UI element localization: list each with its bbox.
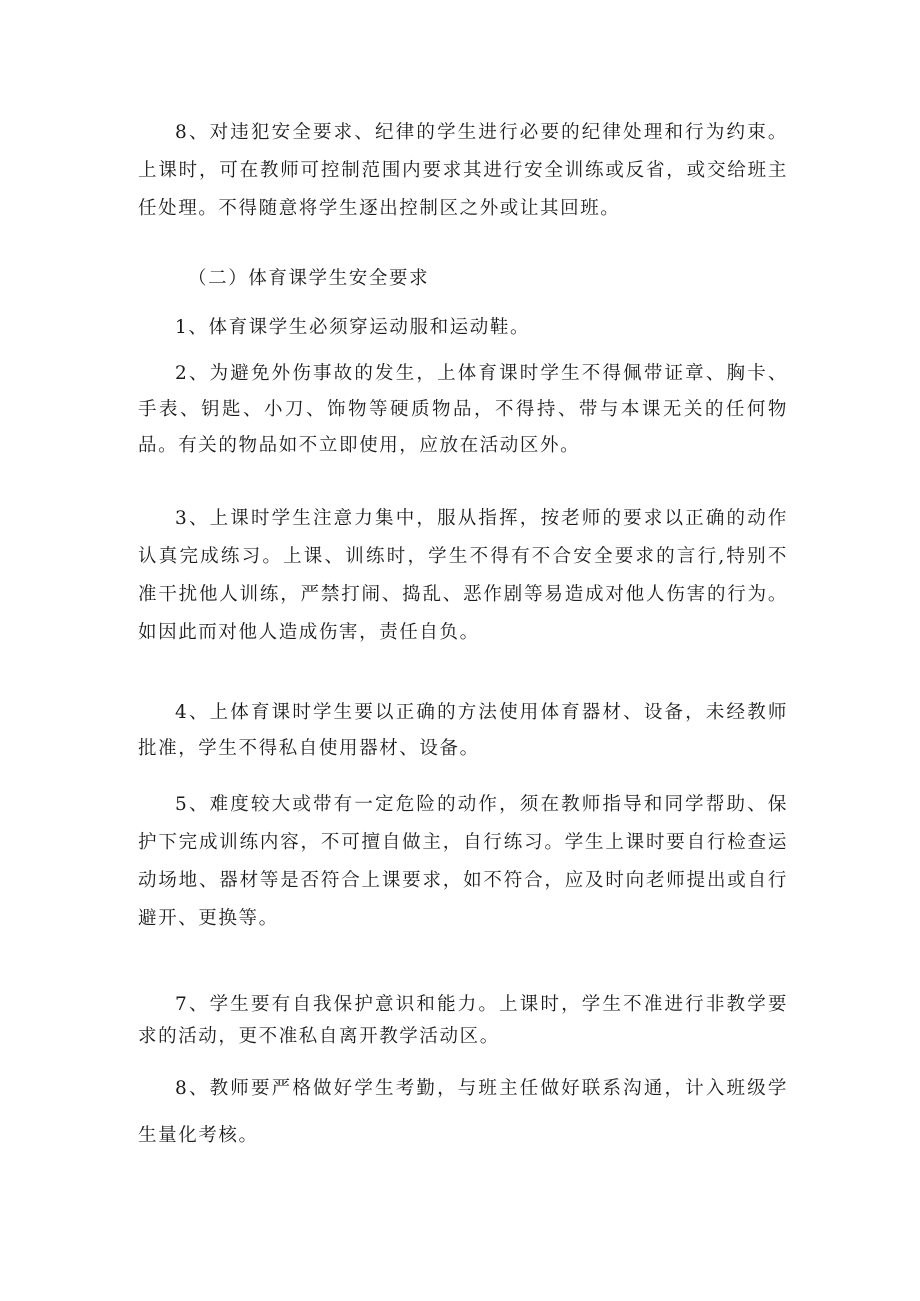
paragraph-rule-2: 2、为避免外伤事故的发生，上体育课时学生不得佩带证章、胸卡、手表、钥匙、小刀、饰物等硬质物品，不得持、带与本课无关的任何物品。有关的物品如不立即使用，应放在活动区外。: [138, 363, 788, 456]
paragraph-rule-7: 7、学生要有自我保护意识和能力。上课时，学生不准进行非教学要求的活动，更不准私自离开教学活动区。: [138, 994, 788, 1047]
paragraph-rule-5: 5、难度较大或带有一定危险的动作，须在教师指导和同学帮助、保护下完成训练内容，不可擅自做主，自行练习。学生上课时要自行检查运动场地、器材等是否符合上课要求，如不符合，应及时向老师提出或自行避开、更换等。: [138, 794, 788, 929]
paragraph-rule-3: 3、上课时学生注意力集中，服从指挥，按老师的要求以正确的动作认真完成练习。上课、训练时，学生不得有不合安全要求的言行,特别不准干扰他人训练，严禁打闹、捣乱、恶作剧等易造成对他人伤害的行为。如因此而对他人造成伤害，责任自负。: [138, 508, 788, 643]
section-heading-pe-safety: （二）体育课学生安全要求: [188, 268, 430, 289]
paragraph-discipline-handling: 8、对违犯安全要求、纪律的学生进行必要的纪律处理和行为约束。上课时，可在教师可控制范围内要求其进行安全训练或反省，或交给班主任处理。不得随意将学生逐出控制区之外或让其回班。: [138, 122, 788, 219]
paragraph-rule-4: 4、上体育课时学生要以正确的方法使用体育器材、设备，未经教师批准，学生不得私自使用器材、设备。: [138, 702, 788, 759]
paragraph-rule-1: 1、体育课学生必须穿运动服和运动鞋。: [175, 317, 531, 338]
paragraph-rule-8: 8、教师要严格做好学生考勤，与班主任做好联系沟通，计入班级学生量化考核。: [138, 1078, 788, 1146]
